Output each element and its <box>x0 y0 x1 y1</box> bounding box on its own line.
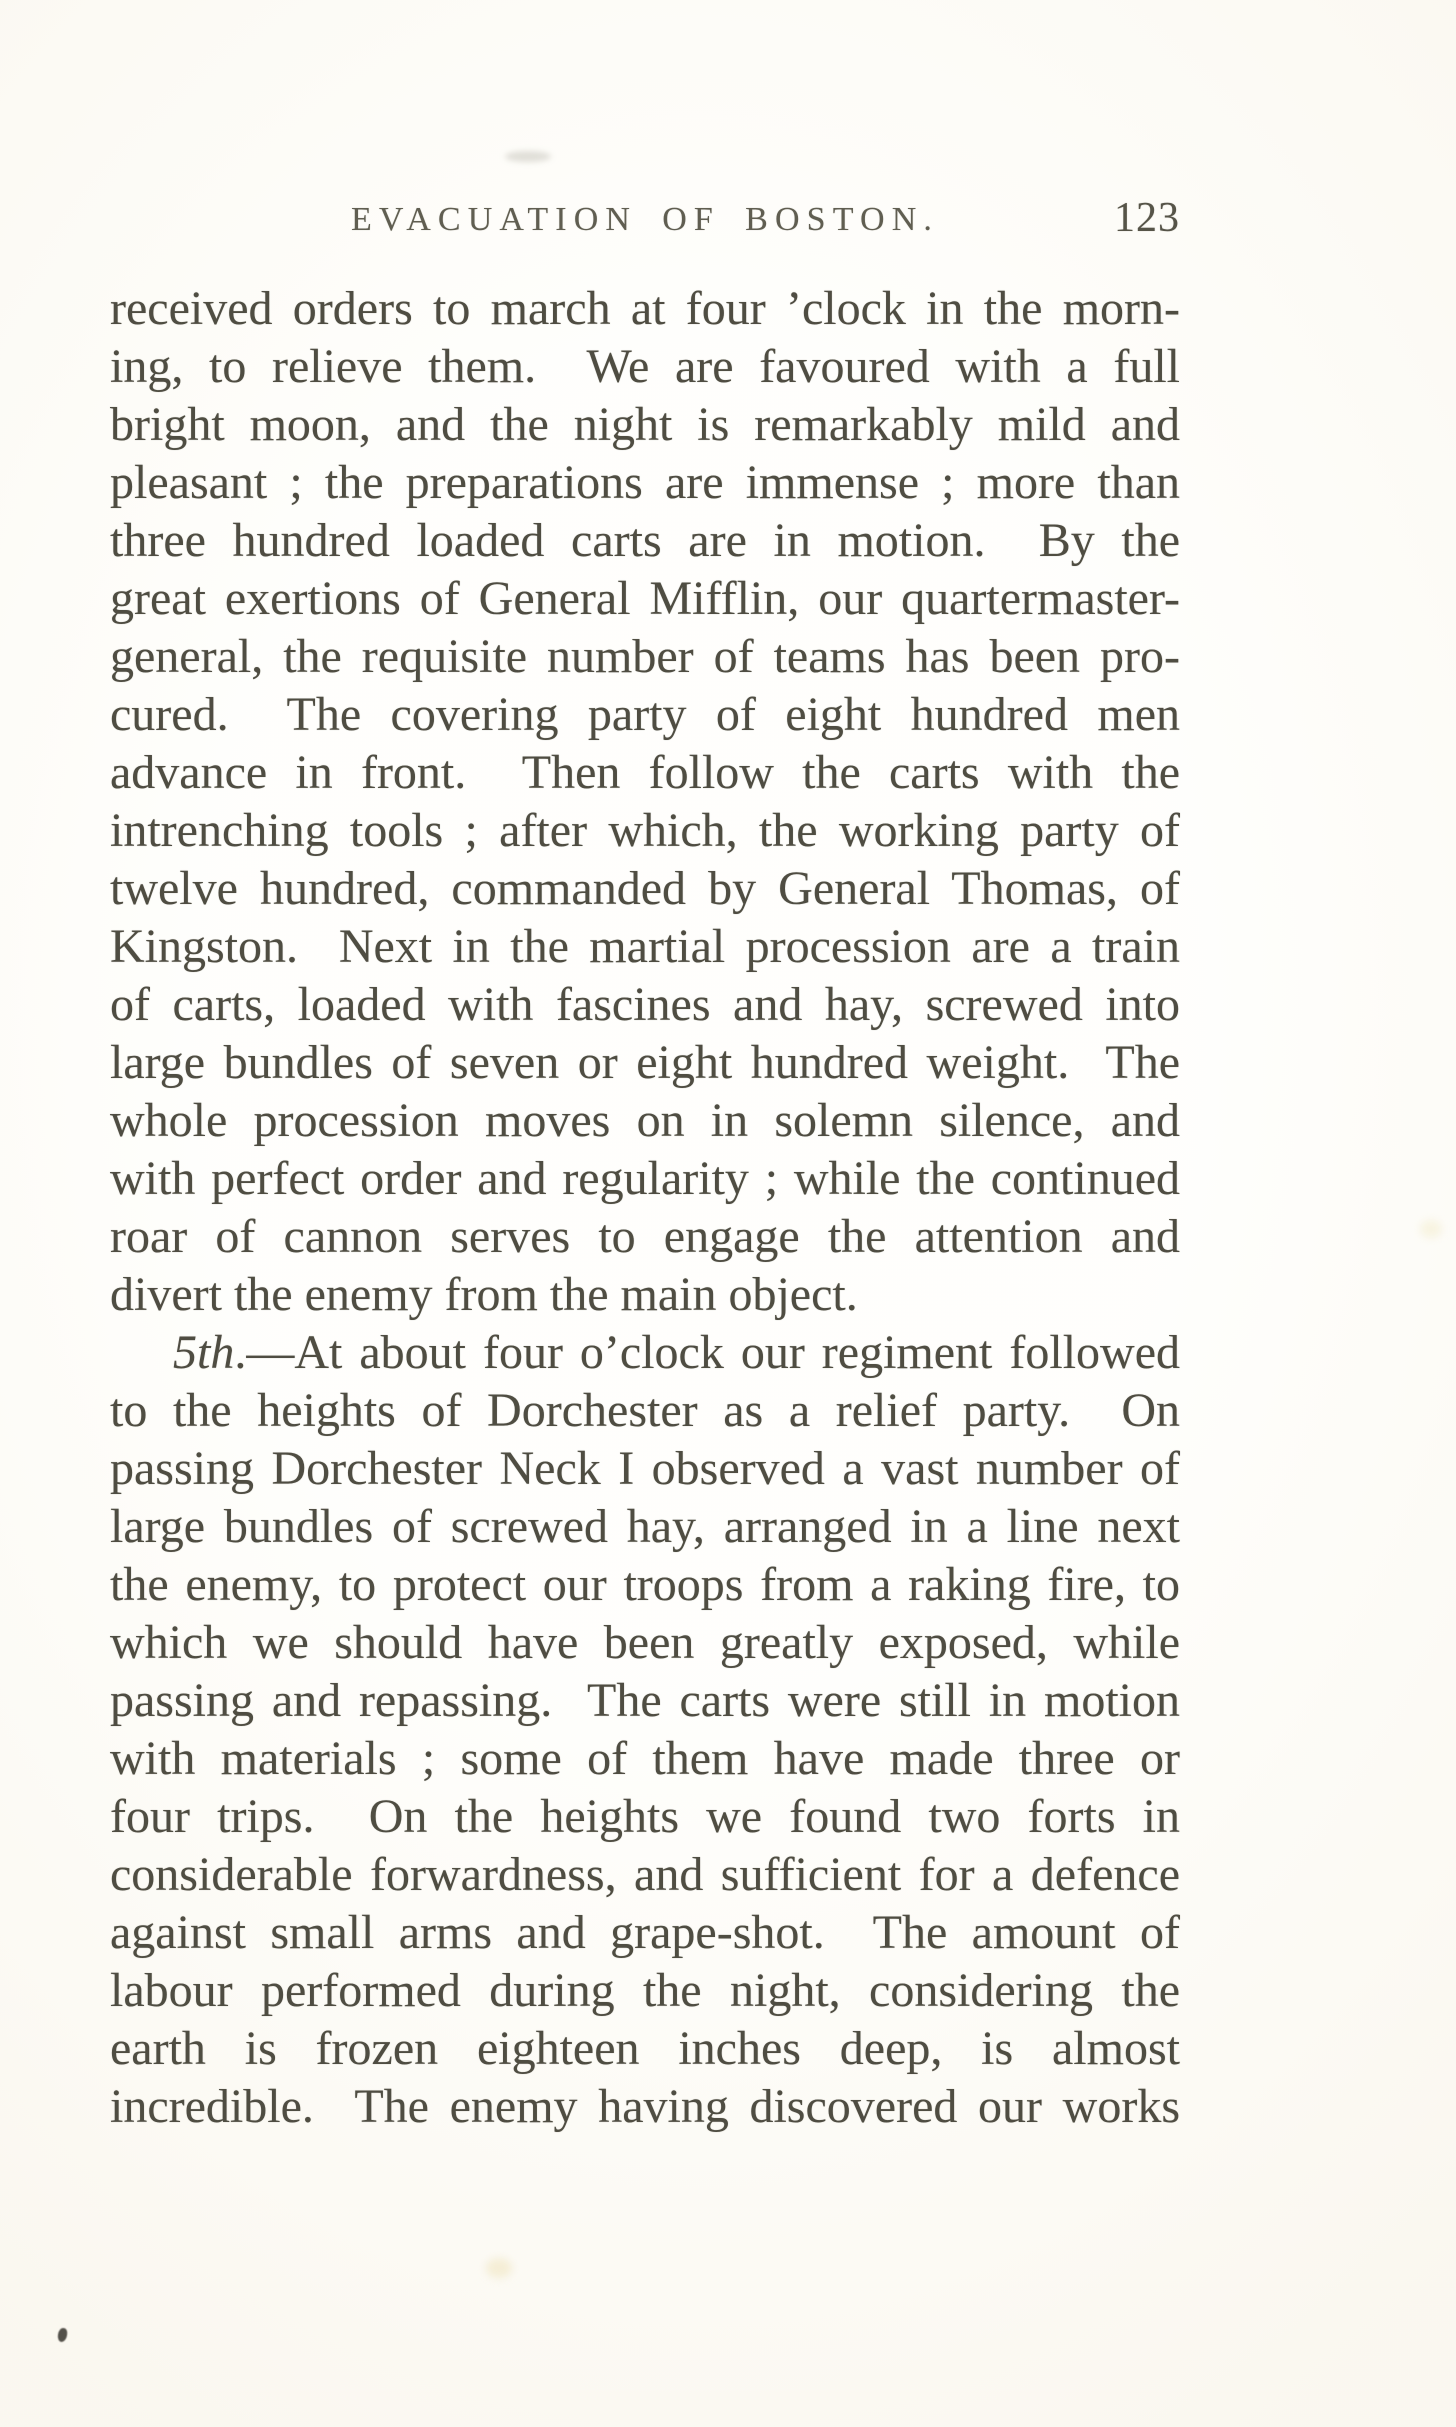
text-line: incredible. The enemy having discovered our works <box>110 2080 1180 2133</box>
text-line: general, the requisite number of teams has been pro- <box>110 630 1180 683</box>
text-line: pleasant ; the preparations are immense ; more than <box>110 456 1180 509</box>
text-line: large bundles of screwed hay, arranged in a line next <box>110 1500 1180 1553</box>
scan-smudge <box>505 151 551 162</box>
text-line: passing and repassing. The carts were still in motion <box>110 1674 1180 1727</box>
text-line: ing, to relieve them. We are favoured with a full <box>110 340 1180 393</box>
ink-speck <box>57 2327 68 2342</box>
text-line: great exertions of General Mifflin, our quartermaster- <box>110 572 1180 625</box>
text-line: labour performed during the night, considering the <box>110 1964 1180 2017</box>
text-line: against small arms and grape-shot. The amount of <box>110 1906 1180 1959</box>
text-line: with perfect order and regularity ; while the continued <box>110 1152 1180 1205</box>
text-line: with materials ; some of them have made three or <box>110 1732 1180 1785</box>
body-text <box>110 280 1180 2136</box>
text-line: received orders to march at four ’clock in the morn- <box>110 282 1180 335</box>
text-line: which we should have been greatly exposed, while <box>110 1616 1180 1669</box>
text-line: intrenching tools ; after which, the working party of <box>110 804 1180 857</box>
text-line: four trips. On the heights we found two forts in <box>110 1790 1180 1843</box>
running-title: EVACUATION OF BOSTON. <box>350 201 940 238</box>
text-line: three hundred loaded carts are in motion. By the <box>110 514 1180 567</box>
paper-stain <box>486 2258 512 2278</box>
text-line: whole procession moves on in solemn silence, and <box>110 1094 1180 1147</box>
text-line: divert the enemy from the main object. <box>110 1268 858 1321</box>
text-line: advance in front. Then follow the carts with the <box>110 746 1180 799</box>
paper-stain <box>1420 1220 1442 1238</box>
text-line: passing Dorchester Neck I observed a vast number of <box>110 1442 1180 1495</box>
text-line: 5th.—At about four o’clock our regiment followed <box>173 1326 1180 1379</box>
text-line: cured. The covering party of eight hundred men <box>110 688 1180 741</box>
text-line: roar of cannon serves to engage the attention and <box>110 1210 1180 1263</box>
page-number: 123 <box>1114 195 1180 241</box>
page-header <box>110 195 1180 241</box>
text-line: of carts, loaded with fascines and hay, screwed into <box>110 978 1180 1031</box>
text-line: earth is frozen eighteen inches deep, is almost <box>110 2022 1180 2075</box>
text-line: twelve hundred, commanded by General Thomas, of <box>110 862 1180 915</box>
text-line: bright moon, and the night is remarkably mild and <box>110 398 1180 451</box>
text-line: to the heights of Dorchester as a relief party. On <box>110 1384 1180 1437</box>
text-line: large bundles of seven or eight hundred weight. The <box>110 1036 1180 1089</box>
text-line: the enemy, to protect our troops from a raking fire, to <box>110 1558 1180 1611</box>
text-line: considerable forwardness, and sufficient for a defence <box>110 1848 1180 1901</box>
text-line: Kingston. Next in the martial procession are a train <box>110 920 1180 973</box>
